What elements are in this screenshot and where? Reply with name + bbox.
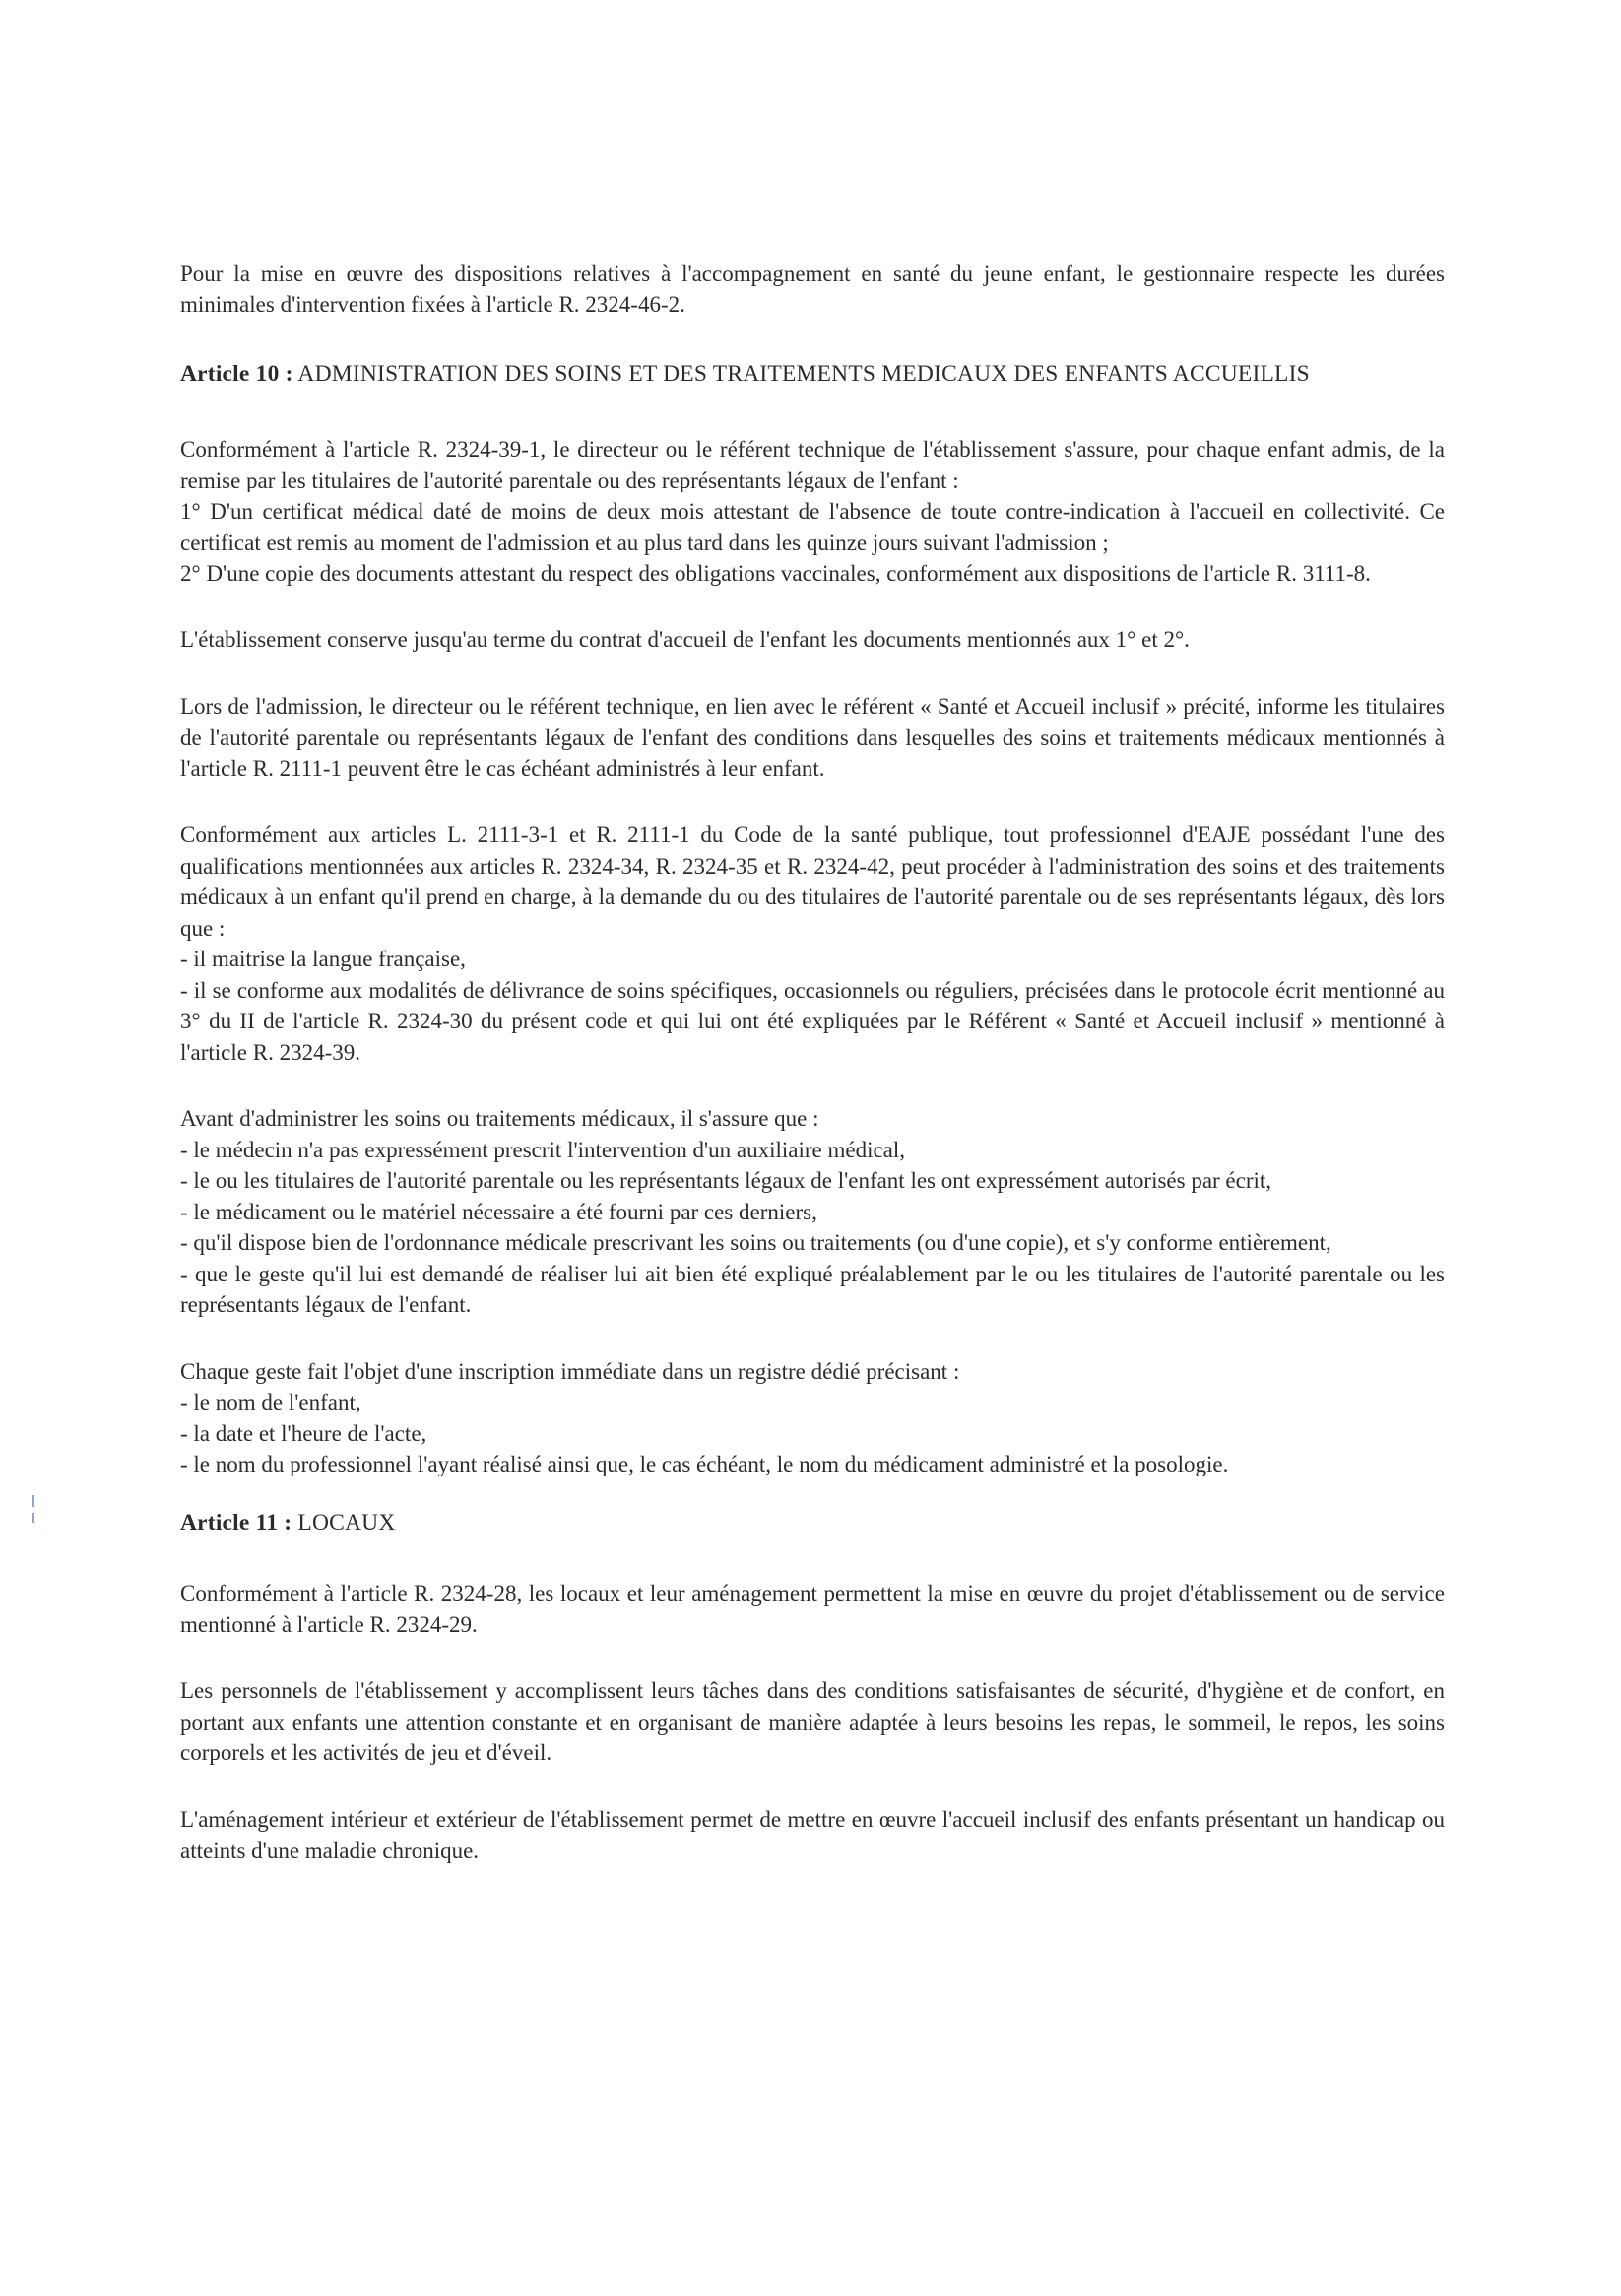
- document-page: [180, 258, 1445, 1902]
- article-11-paragraph-2: Les personnels de l'établissement y accomplissent leurs tâches dans des conditions satisfaisantes de sécurité, d'hygiène et de confort, en portant aux enfants une attention constante et en organisant de manière adaptée à leurs besoins les repas, le sommeil, le repos, les soins corporels et les activités de jeu et d'éveil.: [180, 1678, 1445, 1765]
- article-11-label: Article 11 :: [180, 1509, 292, 1536]
- list-item: - le médicament ou le matériel nécessaire a été fourni par ces derniers,: [180, 1199, 817, 1224]
- paragraph-lead: Avant d'administrer les soins ou traitements médicaux, il s'assure que :: [180, 1106, 819, 1131]
- article-10-heading: [180, 360, 1445, 391]
- article-10-label: Article 10 :: [180, 361, 293, 387]
- list-item: - le ou les titulaires de l'autorité parentale ou les représentants légaux de l'enfant les ont expressément autorisés par écrit,: [180, 1168, 1272, 1193]
- article-11-heading: [180, 1508, 1445, 1540]
- scan-mark: [32, 1513, 34, 1523]
- paragraph-lead: Conformément à l'article R. 2324-39-1, le directeur ou le référent technique de l'établissement s'assure, pour chaque enfant admis, de la remise par les titulaires de l'autorité parentale ou des représentants légaux de l'enfant :: [180, 436, 1445, 492]
- list-item: - le médecin n'a pas expressément prescrit l'intervention d'un auxiliaire médical,: [180, 1137, 906, 1162]
- paragraph-lead: Chaque geste fait l'objet d'une inscription immédiate dans un registre dédié précisant :: [180, 1358, 960, 1384]
- article-10-paragraph-2: L'établissement conserve jusqu'au terme du contrat d'accueil de l'enfant les documents mentionnés aux 1° et 2°.: [180, 627, 1190, 652]
- article-10-paragraph-5: [180, 1103, 1445, 1321]
- scan-mark: [32, 1495, 34, 1507]
- list-item: - que le geste qu'il lui est demandé de réaliser lui ait bien été expliqué préalablement par le ou les titulaires de l'autorité parentale ou les représentants légaux de l'enfant.: [180, 1261, 1445, 1317]
- list-item: 1° D'un certificat médical daté de moins de deux mois attestant de l'absence de toute contre-indication à l'accueil en collectivité. Ce certificat est remis au moment de l'admission et au plus tard dans les quinze jours suivant l'admission ;: [180, 498, 1445, 555]
- list-item: - il se conforme aux modalités de délivrance de soins spécifiques, occasionnels ou réguliers, précisées dans le protocole écrit mentionné au 3° du II de l'article R. 2324-30 du présent code et qui lui ont été expliquées par le Référent « Santé et Accueil inclusif » mentionné à l'article R. 2324-39.: [180, 977, 1445, 1065]
- article-10-paragraph-6: [180, 1356, 1445, 1480]
- intro-paragraph: Pour la mise en œuvre des dispositions relatives à l'accompagnement en santé du jeune enfant, le gestionnaire respecte les durées minimales d'intervention fixées à l'article R. 2324-46-2.: [180, 261, 1445, 317]
- article-10-paragraph-1: [180, 434, 1445, 590]
- article-10-paragraph-3: Lors de l'admission, le directeur ou le référent technique, en lien avec le référent « Santé et Accueil inclusif » précité, informe les titulaires de l'autorité parentale ou représentants légaux de l'enfant des conditions dans lesquelles des soins et traitements médicaux mentionnés à l'article R. 2111-1 peuvent être le cas échéant administrés à leur enfant.: [180, 693, 1445, 781]
- list-item: - il maitrise la langue française,: [180, 947, 466, 971]
- article-11-paragraph-1: Conformément à l'article R. 2324-28, les locaux et leur aménagement permettent la mise en œuvre du projet d'établissement ou de service mentionné à l'article R. 2324-29.: [180, 1581, 1445, 1637]
- article-10-title: ADMINISTRATION DES SOINS ET DES TRAITEMENTS MEDICAUX DES ENFANTS ACCUEILLIS: [297, 361, 1310, 387]
- article-11-title: LOCAUX: [297, 1509, 396, 1536]
- list-item: - la date et l'heure de l'acte,: [180, 1420, 427, 1446]
- article-11-paragraph-3: L'aménagement intérieur et extérieur de l'établissement permet de mettre en œuvre l'accueil inclusif des enfants présentant un handicap ou atteints d'une maladie chronique.: [180, 1806, 1445, 1863]
- paragraph-lead: Conformément aux articles L. 2111-3-1 et R. 2111-1 du Code de la santé publique, tout professionnel d'EAJE possédant l'une des qualifications mentionnées aux articles R. 2324-34, R. 2324-35 et R. 2324-42, peut procéder à l'administration des soins et des traitements médicaux à un enfant qu'il prend en charge, à la demande du ou des titulaires de l'autorité parentale ou de ses représentants légaux, dès lors que :: [180, 822, 1445, 941]
- list-item: - le nom du professionnel l'ayant réalisé ainsi que, le cas échéant, le nom du médicament administré et la posologie.: [180, 1452, 1229, 1476]
- article-10-paragraph-4: [180, 820, 1445, 1068]
- list-item: - le nom de l'enfant,: [180, 1390, 361, 1414]
- list-item: 2° D'une copie des documents attestant du respect des obligations vaccinales, conformément aux dispositions de l'article R. 3111-8.: [180, 560, 1371, 586]
- list-item: - qu'il dispose bien de l'ordonnance médicale prescrivant les soins ou traitements (ou d'une copie), et s'y conforme entièrement,: [180, 1230, 1331, 1255]
